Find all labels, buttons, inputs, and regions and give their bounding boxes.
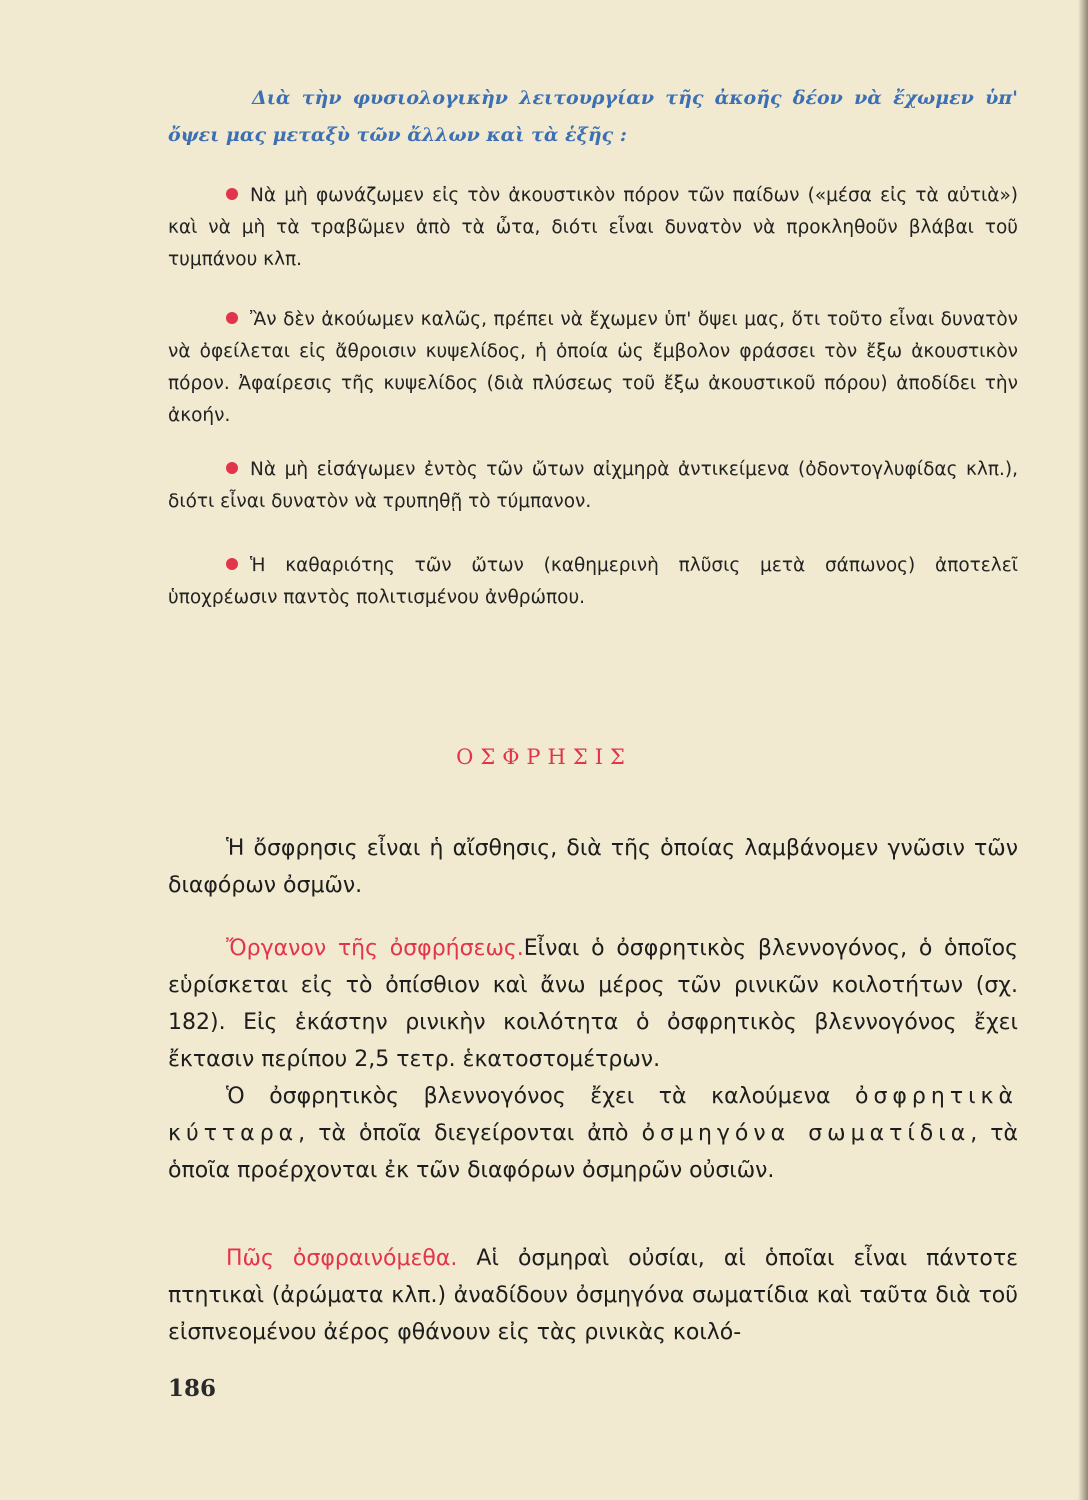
how-paragraph: [168, 1240, 1018, 1351]
bullet-text: Ἡ καθαριότης τῶν ὤτων (καθημερινὴ πλῦσις μετὰ σάπωνος) ἀποτελεῖ ὑποχρέωσιν παντὸς πολιτισμένου ἀνθρώπου.: [168, 555, 1018, 608]
organ-paragraph: [168, 930, 1018, 1078]
term-odor-particles: ὀσμηγόνα σωματίδια: [641, 1121, 971, 1146]
bullet-text: Ἂν δὲν ἀκούωμεν καλῶς, πρέπει νὰ ἔχωμεν ὑπ' ὄψει μας, ὅτι τοῦτο εἶναι δυνατὸν νὰ ὀφείλεται εἰς ἄθροισιν κυψελίδος, ἡ ὁποία ὡς ἔμβολον φράσσει τὸν ἔξω ἀκουστικὸν πόρον. Ἀφαίρεσις τῆς κυψελίδος (διὰ πλύσεως τοῦ ἔξω ἀκουστικοῦ πόρου) ἀποδίδει τὴν ἀκοήν.: [168, 309, 1018, 426]
cells-text-2: , τὰ ὁποῖα διεγείρονται ἀπὸ: [298, 1121, 642, 1146]
organ-title: Ὄργανον τῆς ὀσφρήσεως.: [226, 936, 524, 961]
bullet-text: Νὰ μὴ εἰσάγωμεν ἐντὸς τῶν ὤτων αἰχμηρὰ ἀντικείμενα (ὀδοντογλυφίδας κλπ.), διότι εἶναι δυνατὸν νὰ τρυπηθῇ τὸ τύμπανον.: [168, 459, 1018, 512]
bullet-item: [168, 454, 1018, 518]
bullet-dot-icon: [226, 188, 238, 200]
bullet-text: Νὰ μὴ φωνάζωμεν εἰς τὸν ἀκουστικὸν πόρον τῶν παίδων («μέσα εἰς τὰ αὐτιὰ») καὶ νὰ μὴ τὰ τραβῶμεν ἀπὸ τὰ ὦτα, διότι εἶναι δυνατὸν νὰ προκληθοῦν βλάβαι τοῦ τυμπάνου κλπ.: [168, 185, 1018, 270]
bullet-item: [168, 304, 1018, 432]
section-heading: ΟΣΦΡΗΣΙΣ: [456, 745, 632, 769]
bullet-item: [168, 550, 1018, 614]
cells-text-3: , τὰ ὁποῖα προέρχονται ἐκ τῶν διαφόρων ὀσμηρῶν οὐσιῶν.: [168, 1121, 1018, 1183]
bullet-dot-icon: [226, 462, 238, 474]
intro-paragraph: Διὰ τὴν φυσιολογικὴν λειτουργίαν τῆς ἀκοῆς δέον νὰ ἔχωμεν ὑπ' ὄψει μας μεταξὺ τῶν ἄλλων καὶ τὰ ἑξῆς :: [168, 87, 1018, 146]
cells-paragraph: [168, 1078, 1018, 1189]
page-number: 186: [168, 1375, 217, 1402]
definition-paragraph: Ἡ ὄσφρησις εἶναι ἡ αἴσθησις, διὰ τῆς ὁποίας λαμβάνομεν γνῶσιν τῶν διαφόρων ὀσμῶν.: [168, 836, 1018, 898]
cells-text-1: Ὁ ὀσφρητικὸς βλεννογόνος ἔχει τὰ καλούμενα: [226, 1084, 856, 1109]
how-text: Αἱ ὀσμηραὶ οὐσίαι, αἱ ὁποῖαι εἶναι πάντοτε πτητικαὶ (ἀρώματα κλπ.) ἀναδίδουν ὀσμηγόνα σωματίδια καὶ ταῦτα διὰ τοῦ εἰσπνεομένου ἀέρος φθάνουν εἰς τὰς ρινικὰς κοιλό-: [168, 1246, 1018, 1345]
term-olfactory-cells: ὀσφρητικὰ κύτταρα: [168, 1084, 1018, 1146]
how-title: Πῶς ὀσφραινόμεθα.: [226, 1246, 458, 1271]
bullet-dot-icon: [226, 312, 238, 324]
organ-text: Εἶναι ὁ ὀσφρητικὸς βλεννογόνος, ὁ ὁποῖος εὑρίσκεται εἰς τὸ ὀπίσθιον καὶ ἄνω μέρος τῶν ρινικῶν κοιλοτήτων (σχ. 182). Εἰς ἑκάστην ρινικὴν κοιλότητα ὁ ὀσφρητικὸς βλεννογόνος ἔχει ἔκτασιν περίπου 2,5 τετρ. ἑκατοστομέτρων.: [168, 936, 1019, 1072]
bullet-dot-icon: [226, 558, 238, 570]
bullet-item: [168, 180, 1018, 276]
